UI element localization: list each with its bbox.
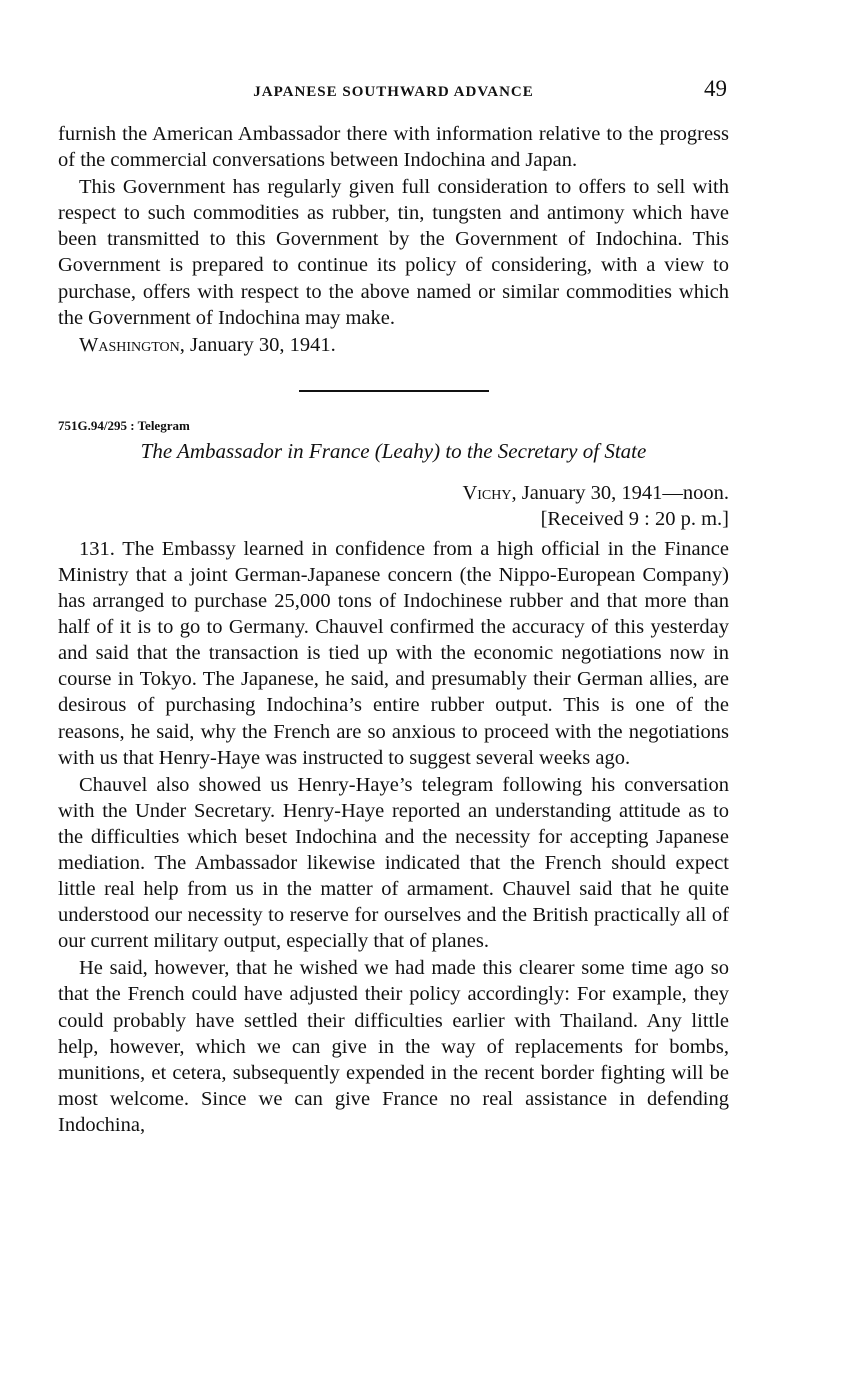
dateline-date: , January 30, 1941—noon. — [511, 481, 729, 504]
dateline-place-date — [58, 480, 729, 506]
dateline — [58, 480, 729, 532]
signoff-line — [58, 332, 729, 358]
running-title: JAPANESE SOUTHWARD ADVANCE — [253, 84, 534, 100]
telegram-paragraph-2: Chauvel also showed us Henry-Haye’s telegram following his conversation with the Under Secretary. Henry-Haye reported an understanding attitude as to the difficulties which beset Indochina and the necessity for accepting Japanese mediation. The Ambassador likewise indicated that the French should expect little real help from us in the matter of armament. Chauvel said that he quite understood our necessity to reserve for ourselves and the British practically all of our current military output, especially that of planes. — [58, 773, 729, 953]
telegram-paragraph-1: 131. The Embassy learned in confidence from a high official in the Finance Ministry that a joint German-Japanese concern (the Nippo-European Company) has arranged to purchase 25,000 tons of Indochinese rubber and that more than half of it is to go to Germany. Chauvel confirmed the accuracy of this yesterday and said that the transaction is tied up with the economic negotiations now in course in Tokyo. The Japanese, he said, and presumably their German allies, are desirous of purchasing Indochina’s entire rubber output. This is one of the reasons, he said, why the French are so anxious to proceed with the negotiations with us that Henry-Haye was instructed to suggest several weeks ago. — [58, 537, 729, 769]
dateline-place: Vichy — [462, 481, 512, 504]
telegram-paragraph-3: He said, however, that he wished we had made this clearer some time ago so that the French could have adjusted their policy accordingly: For example, they could probably have settled their difficulties earlier with Thailand. Any little help, however, which we can give in the way of replacements for bombs, munitions, et cetera, subsequently expended in the recent border fighting will be most welcome. Since we can give France no real assistance in defending Indochina, — [58, 957, 729, 1136]
government-offers-paragraph: This Government has regularly given full consideration to offers to sell with respect to such commodities as rubber, tin, tungsten and antimony which have been transmitted to this Government by the Government of Indochina. This Government is prepared to continue its policy of considering, with a view to purchase, offers with respect to the above named or similar commodities which the Government of Indochina may make. — [58, 176, 729, 329]
signoff-date: , January 30, 1941. — [179, 333, 336, 356]
section-divider — [299, 390, 489, 392]
file-reference: 751G.94/295 : Telegram — [58, 417, 190, 433]
received-time: [Received 9 : 20 p. m.] — [540, 507, 729, 530]
document-page — [58, 76, 729, 1138]
document-title: The Ambassador in France (Leahy) to the Secretary of State — [140, 438, 647, 463]
page-number: 49 — [704, 76, 727, 101]
continued-paragraph: furnish the American Ambassador there with information relative to the progress of the commercial conversations between Indochina and Japan. — [58, 123, 729, 172]
running-header — [58, 76, 729, 106]
signoff-place: Washington — [79, 333, 180, 356]
